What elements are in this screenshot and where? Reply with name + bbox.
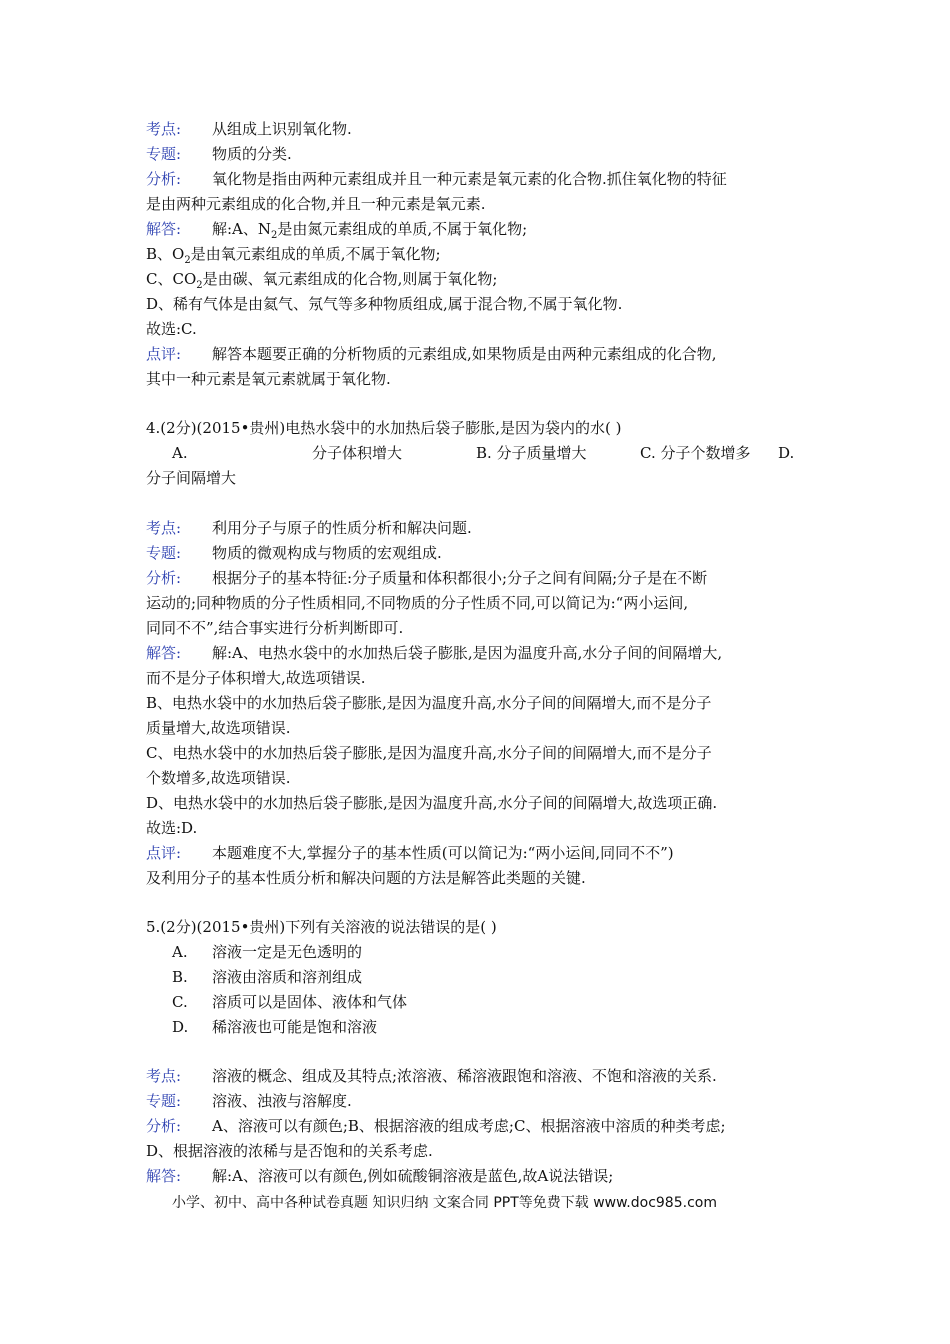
q4-jieda-2: 而不是分子体积增大,故选项错误. (146, 669, 366, 687)
q5-option-a-letter: A. (172, 943, 188, 961)
q3-jieda-d: D、稀有气体是由氦气、氖气等多种物质组成,属于混合物,不属于氧化物. (146, 295, 623, 313)
q4-option-a: 分子体积增大 (312, 444, 403, 462)
jieda-label: 解答: (146, 1167, 182, 1185)
kaodian-label: 考点: (146, 519, 182, 537)
page-footer: 小学、初中、高中各种试卷真题 知识归纳 文案合同 PPT等免费下载 www.doc985.com (172, 1195, 717, 1211)
q5-zhuanti: 专题: 溶液、浊液与溶解度. (146, 1092, 352, 1110)
q4-option-d-letter: D. (778, 444, 795, 462)
q5-stem: 5.(2分)(2015•贵州)下列有关溶液的说法错误的是( ) (146, 918, 497, 936)
q3-jieda-c: C、$CO_2$是由碳、氧元素组成的化合物,则属于氧化物; (146, 270, 498, 291)
kaodian-label: 考点: (146, 120, 182, 138)
dianping-label: 点评: (146, 844, 182, 862)
q4-option-c: C. 分子个数增多 (640, 444, 751, 462)
jieda-label: 解答: (146, 220, 182, 238)
q5-option-a: 溶液一定是无色透明的 (212, 943, 363, 961)
q5-fenxi-cont: D、根据溶液的浓稀与是否饱和的关系考虑. (146, 1142, 433, 1160)
q4-dianping: 点评: 本题难度不大,掌握分子的基本性质(可以简记为:“两小运间,同同不不”) (146, 844, 674, 862)
fenxi-label: 分析: (146, 1117, 182, 1135)
q5-jieda: 解答: 解:A、溶液可以有颜色,例如硫酸铜溶液是蓝色,故A说法错误; (146, 1167, 614, 1185)
q4-fenxi-cont-1: 运动的;同种物质的分子性质相同,不同物质的分子性质不同,可以简记为:“两小运间, (146, 594, 689, 612)
kaodian-label: 考点: (146, 1067, 182, 1085)
q4-zhuanti: 专题: 物质的微观构成与物质的宏观组成. (146, 544, 442, 562)
zhuanti-label: 专题: (146, 544, 182, 562)
q4-guxuan: 故选:D. (146, 819, 198, 837)
q4-jieda-5: C、电热水袋中的水加热后袋子膨胀,是因为温度升高,水分子间的间隔增大,而不是分子 (146, 744, 712, 762)
q5-option-c-letter: C. (172, 993, 188, 1011)
q4-jieda-6: 个数增多,故选项错误. (146, 769, 291, 787)
q3-zhuanti: 专题: 物质的分类. (146, 145, 292, 163)
q4-jieda: 解答: 解:A、电热水袋中的水加热后袋子膨胀,是因为温度升高,水分子间的间隔增大, (146, 644, 723, 662)
q5-fenxi: 分析: A、溶液可以有颜色;B、根据溶液的组成考虑;C、根据溶液中溶质的种类考虑; (146, 1117, 726, 1135)
q5-option-d-letter: D. (172, 1018, 189, 1036)
q4-option-d: 分子间隔增大 (146, 469, 237, 487)
zhuanti-label: 专题: (146, 1092, 182, 1110)
q4-stem: 4.(2分)(2015•贵州)电热水袋中的水加热后袋子膨胀,是因为袋内的水( ) (146, 419, 622, 437)
fenxi-label: 分析: (146, 170, 182, 188)
q3-guxuan: 故选:C. (146, 320, 197, 338)
q3-jieda-b: B、$O_2$是由氧元素组成的单质,不属于氧化物; (146, 245, 441, 266)
q3-dianping-cont: 其中一种元素是氧元素就属于氧化物. (146, 370, 391, 388)
fenxi-label: 分析: (146, 569, 182, 587)
q4-fenxi: 分析: 根据分子的基本特征:分子质量和体积都很小;分子之间有间隔;分子是在不断 (146, 569, 708, 587)
zhuanti-label: 专题: (146, 145, 182, 163)
q4-option-b: B. 分子质量增大 (476, 444, 587, 462)
jieda-label: 解答: (146, 644, 182, 662)
q4-option-a-letter: A. (172, 444, 188, 462)
q4-jieda-4: 质量增大,故选项错误. (146, 719, 291, 737)
q4-jieda-7: D、电热水袋中的水加热后袋子膨胀,是因为温度升高,水分子间的间隔增大,故选项正确. (146, 794, 718, 812)
q3-fenxi: 分析: 氧化物是指由两种元素组成并且一种元素是氧元素的化合物.抓住氧化物的特征 (146, 170, 727, 188)
q5-option-c: 溶质可以是固体、液体和气体 (212, 993, 408, 1011)
q5-option-b-letter: B. (172, 968, 188, 986)
q3-dianping: 点评: 解答本题要正确的分析物质的元素组成,如果物质是由两种元素组成的化合物, (146, 345, 717, 363)
q5-option-d: 稀溶液也可能是饱和溶液 (212, 1018, 378, 1036)
q4-kaodian: 考点: 利用分子与原子的性质分析和解决问题. (146, 519, 472, 537)
q5-option-b: 溶液由溶质和溶剂组成 (212, 968, 363, 986)
q3-kaodian: 考点: 从组成上识别氧化物. (146, 120, 352, 138)
q4-jieda-3: B、电热水袋中的水加热后袋子膨胀,是因为温度升高,水分子间的间隔增大,而不是分子 (146, 694, 712, 712)
q5-kaodian: 考点: 溶液的概念、组成及其特点;浓溶液、稀溶液跟饱和溶液、不饱和溶液的关系. (146, 1067, 717, 1085)
q3-jieda: 解答: 解:A、$N_2$是由氮元素组成的单质,不属于氧化物; (146, 220, 528, 241)
q4-dianping-cont: 及利用分子的基本性质分析和解决问题的方法是解答此类题的关键. (146, 869, 586, 887)
q3-fenxi-cont: 是由两种元素组成的化合物,并且一种元素是氧元素. (146, 195, 486, 213)
dianping-label: 点评: (146, 345, 182, 363)
q4-fenxi-cont-2: 同同不不”,结合事实进行分析判断即可. (146, 619, 404, 637)
